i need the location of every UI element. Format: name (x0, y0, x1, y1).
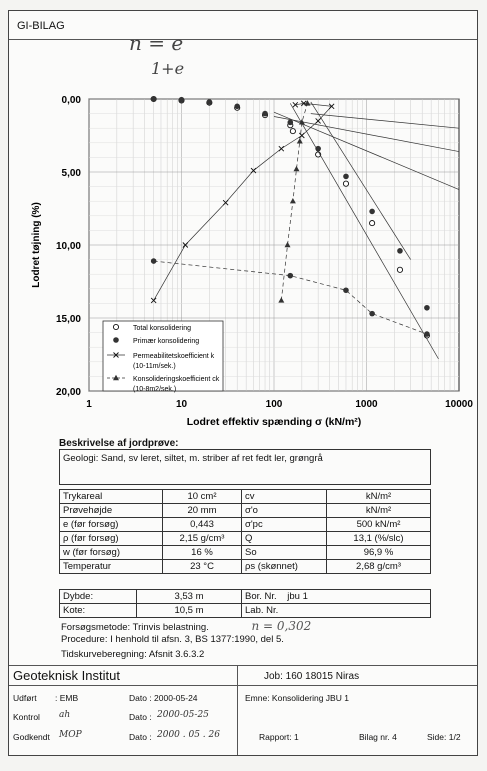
y-tick-label: 20,00 (55, 387, 81, 398)
property-unit-value: 13,1 (%/slc) (327, 532, 431, 546)
property-label: ρ (før forsøg) (60, 532, 163, 546)
sample-row-kote (60, 604, 431, 618)
dato-3-value: 2000 . 05 . 26 (157, 730, 220, 740)
legend-marker (113, 324, 118, 329)
property-unit-value: kN/m² (327, 504, 431, 518)
property-value: 23 °C (163, 560, 242, 574)
handwritten-porosity: n = 0,302 (251, 619, 312, 633)
data-point (151, 258, 157, 264)
y-tick-label: 15,00 (55, 314, 81, 325)
legend-entry: Konsolideringskoefficient ck (133, 376, 220, 383)
data-point (262, 111, 268, 117)
property-row (60, 504, 431, 518)
x-tick-label: 10000 (445, 399, 473, 410)
property-row (60, 532, 431, 546)
institute-name: Geoteknisk Institut (13, 668, 120, 683)
godkendt-signature: MOP (59, 730, 82, 740)
data-point (287, 120, 293, 126)
data-point (369, 209, 375, 215)
rapport: Rapport: 1 (259, 732, 299, 742)
kontrol-signature: ah (59, 710, 71, 720)
method-line (61, 619, 311, 633)
sample-table (59, 589, 431, 618)
property-unit-value: 500 kN/m² (327, 518, 431, 532)
legend-entry: (10-8m2/sek.) (133, 386, 177, 393)
method-text: Forsøgsmetode: Trinvis belastning. (61, 622, 209, 633)
property-symbol: σ'pc (242, 518, 327, 532)
footer-vertical-divider (237, 665, 238, 755)
description-title: Beskrivelse af jordprøve: (59, 438, 179, 449)
data-point (343, 174, 349, 180)
data-point (397, 248, 403, 254)
job-number: Job: 160 18015 Niras (264, 671, 360, 682)
data-point (290, 129, 295, 134)
x-tick-label: 1000 (355, 399, 378, 410)
data-point (343, 287, 349, 293)
property-label: e (før forsøg) (60, 518, 163, 532)
data-point (234, 104, 240, 110)
data-point (278, 297, 284, 302)
geology-box (59, 449, 431, 485)
property-value: 20 mm (163, 504, 242, 518)
property-unit-value: 2,68 g/cm³ (327, 560, 431, 574)
lab-label: Lab. Nr. (245, 605, 279, 616)
kote-label: Kote: (60, 604, 137, 618)
report-sheet (8, 10, 478, 756)
dato-3-label: Dato : (129, 732, 152, 742)
data-point (207, 99, 213, 105)
dybde-label: Dybde: (60, 590, 137, 604)
property-value: 0,443 (163, 518, 242, 532)
dato-1: Dato : 2000-05-24 (129, 693, 198, 703)
data-point (370, 221, 375, 226)
property-symbol: σ'o (242, 504, 327, 518)
data-point (287, 273, 293, 279)
y-tick-label: 10,00 (55, 241, 81, 252)
page-header-title: GI-BILAG (17, 20, 65, 32)
udfort-value: : EMB (55, 693, 79, 703)
property-unit-value: 96,9 % (327, 546, 431, 560)
godkendt-label: Godkendt (13, 732, 50, 742)
series-line (154, 103, 332, 300)
data-point (179, 97, 185, 103)
legend-entry: Permeabilitetskoefficient k (133, 353, 215, 360)
x-tick-label: 10 (175, 399, 188, 410)
timecurve-text: Tidskurveberegning: Afsnit 3.6.3.2 (61, 649, 205, 660)
emne: Emne: Konsolidering JBU 1 (245, 693, 349, 703)
construction-line (290, 103, 438, 359)
data-point (369, 311, 375, 317)
data-point (279, 146, 284, 151)
property-label: Prøvehøjde (60, 504, 163, 518)
data-point (397, 267, 402, 272)
property-value: 10 cm² (163, 490, 242, 504)
property-value: 2,15 g/cm³ (163, 532, 242, 546)
construction-line (311, 102, 411, 260)
kontrol-label: Kontrol (13, 712, 40, 722)
data-point (343, 181, 348, 186)
property-label: Temperatur (60, 560, 163, 574)
y-tick-label: 5,00 (61, 168, 81, 179)
data-point (151, 96, 157, 102)
data-point (424, 305, 430, 311)
dato-2-label: Dato : (129, 712, 152, 722)
property-row (60, 490, 431, 504)
property-symbol: Q (242, 532, 327, 546)
side: Side: 1/2 (427, 732, 461, 742)
legend-entry: (10-11m/sek.) (133, 363, 176, 370)
data-point (285, 242, 291, 247)
handwritten-formula-top: n = e (129, 31, 184, 55)
kote-value: 10,5 m (137, 604, 242, 618)
handwritten-formula-bottom: 1+e (151, 59, 185, 78)
dato-2-value: 2000-05-25 (157, 710, 209, 720)
properties-table (59, 489, 431, 574)
y-axis-label: Lodret tøjning (%) (31, 202, 42, 288)
property-symbol: cv (242, 490, 327, 504)
legend-marker (113, 337, 119, 343)
sample-row-dybde (60, 590, 431, 604)
property-value: 16 % (163, 546, 242, 560)
property-symbol: ρs (skønnet) (242, 560, 327, 574)
property-label: w (før forsøg) (60, 546, 163, 560)
footer-top-divider (9, 665, 477, 666)
bor-value: jbu 1 (287, 591, 308, 602)
dybde-value: 3,53 m (137, 590, 242, 604)
data-point (293, 166, 299, 171)
property-unit-value: kN/m² (327, 490, 431, 504)
construction-line (311, 114, 459, 129)
x-axis-label: Lodret effektiv spænding σ (kN/m²) (186, 416, 362, 428)
legend-entry: Total konsolidering (133, 325, 191, 332)
property-row (60, 560, 431, 574)
udfort-label: Udført (13, 693, 37, 703)
y-tick-label: 0,00 (61, 95, 81, 106)
bor-cell (242, 590, 431, 604)
property-row (60, 546, 431, 560)
bor-label: Bor. Nr. (245, 591, 277, 602)
property-symbol: So (242, 546, 327, 560)
x-tick-label: 1 (86, 399, 92, 410)
bilag: Bilag nr. 4 (359, 732, 397, 742)
data-point (290, 198, 296, 203)
legend-entry: Primær konsolidering (133, 338, 200, 345)
consolidation-chart (9, 71, 477, 431)
x-tick-label: 100 (265, 399, 283, 410)
lab-cell (242, 604, 431, 618)
property-label: Trykareal (60, 490, 163, 504)
footer-divider (9, 685, 477, 686)
header-divider (9, 39, 477, 40)
procedure-text: Procedure: I henhold til afsn. 3, BS 1377:1990, del 5. (61, 634, 284, 645)
geology-text: Geologi: Sand, sv leret, siltet, m. striber af ret fedt ler, grøngrå (63, 453, 323, 464)
data-point (304, 100, 310, 105)
property-row (60, 518, 431, 532)
